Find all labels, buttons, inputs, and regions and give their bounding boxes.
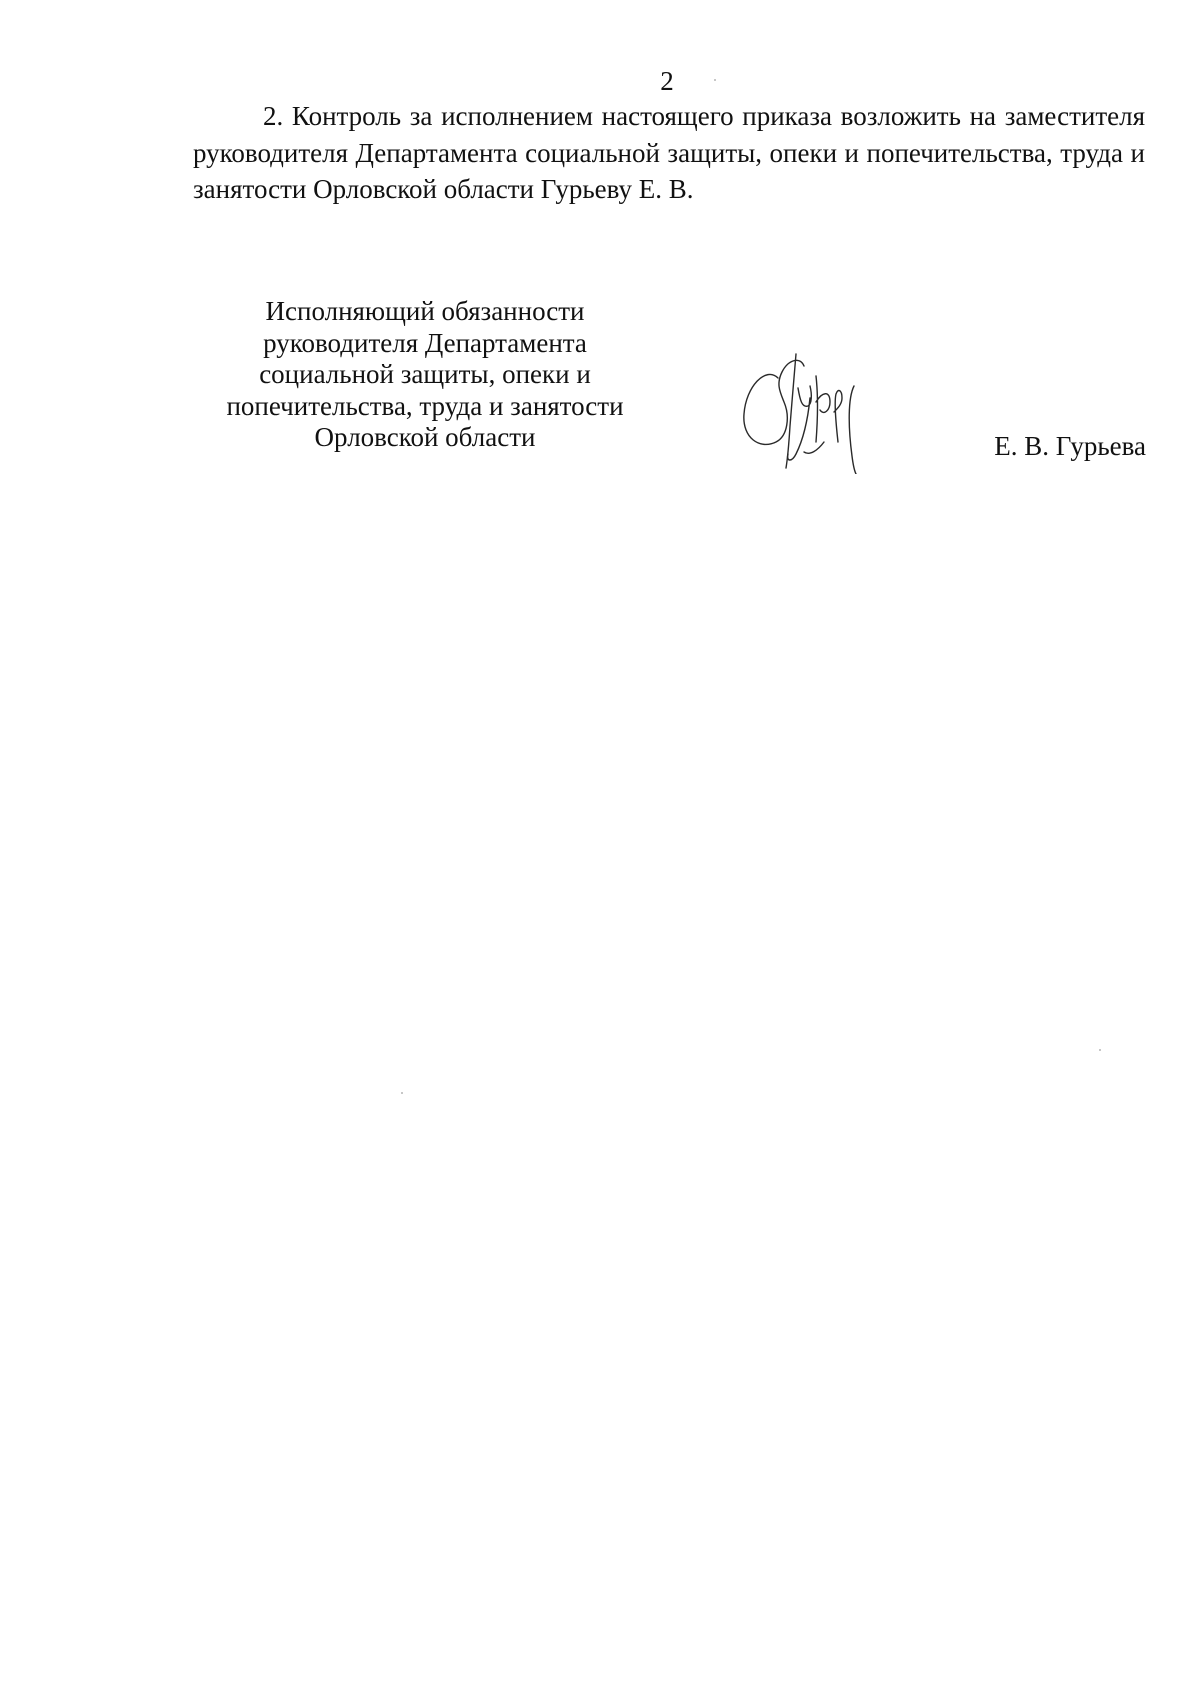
- scan-speck: [714, 79, 716, 81]
- scan-speck: [1099, 1049, 1101, 1051]
- page-number: 2: [660, 66, 674, 96]
- position-line: попечительства, труда и занятости: [226, 390, 624, 421]
- body-paragraph: 2. Контроль за исполнением настоящего приказа возложить на заместителя руководителя Департамента социальной защиты, опеки и попечительства, труда и занятости Орловской области Гурьеву Е. В.: [193, 101, 1145, 204]
- scan-speck: [401, 1092, 403, 1094]
- position-line: Исполняющий обязанности: [265, 296, 585, 326]
- signer-name: Е. В. Гурьева: [994, 431, 1146, 461]
- handwritten-signature: [738, 346, 878, 474]
- position-line: Орловской области: [314, 422, 536, 452]
- position-line: руководителя Департамента: [263, 327, 587, 358]
- position-line: социальной защиты, опеки и: [259, 359, 591, 389]
- signature-position-block: [205, 296, 645, 454]
